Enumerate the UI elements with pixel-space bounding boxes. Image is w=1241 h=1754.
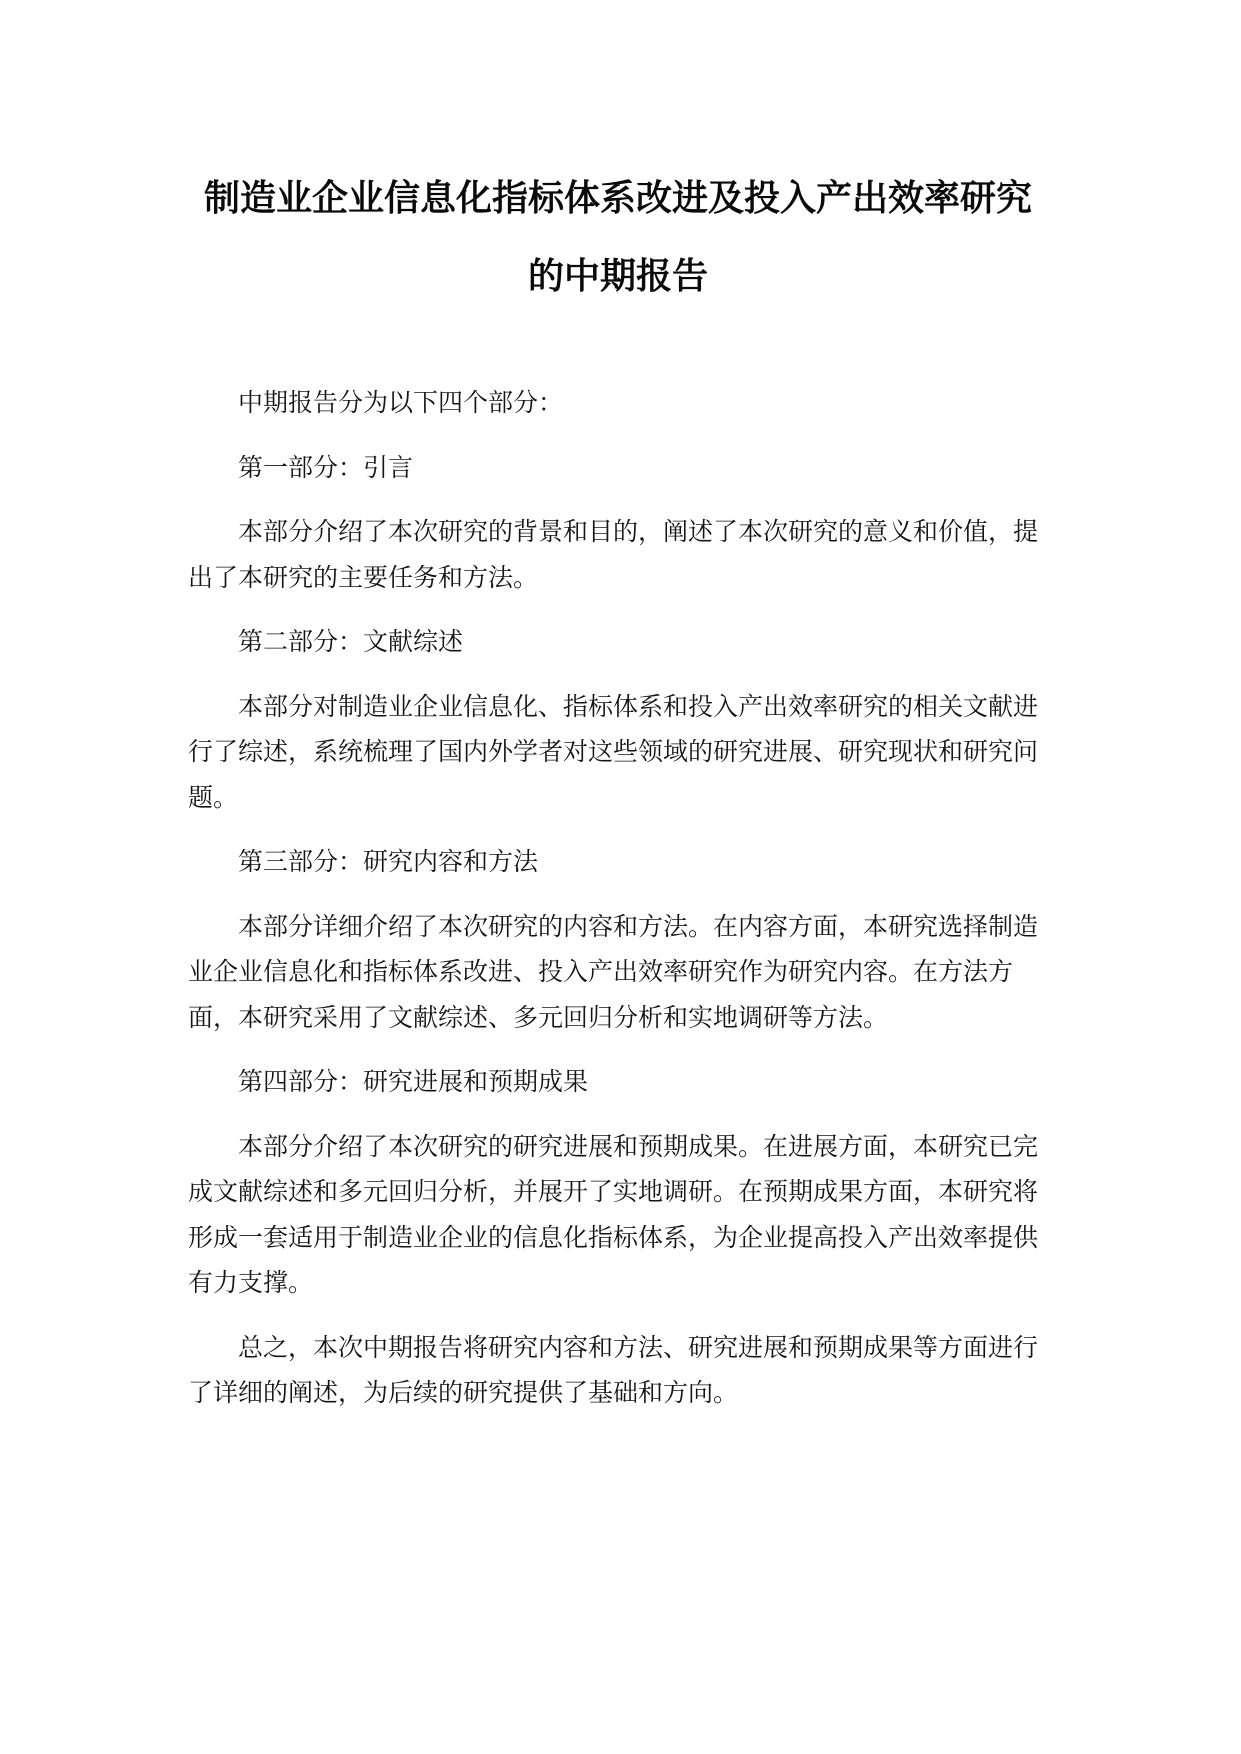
section-heading-4: 第四部分：研究进展和预期成果 [238,1067,589,1096]
paragraph-section-1: 本部分介绍了本次研究的背景和目的，阐述了本次研究的意义和价值，提出了本研究的主要任务和方法。 [188,517,1039,592]
section-heading-2: 第二部分：文献综述 [238,627,464,656]
document-body [188,380,1048,1435]
section-heading-1: 第一部分：引言 [238,452,414,482]
paragraph-section-4: 本部分介绍了本次研究的研究进展和预期成果。在进展方面，本研究已完成文献综述和多元回归分析，并展开了实地调研。在预期成果方面，本研究将形成一套适用于制造业企业的信息化指标体系，为企业提高投入产出效率提供有力支撑。 [188,1131,1039,1297]
paragraph-section-3: 本部分详细介绍了本次研究的内容和方法。在内容方面，本研究选择制造业企业信息化和指标体系改进、投入产出效率研究作为研究内容。在方法方面，本研究采用了文献综述、多元回归分析和实地调研等方法。 [188,911,1039,1032]
paragraph-intro: 中期报告分为以下四个部分： [238,388,564,417]
document-title: 制造业企业信息化指标体系改进及投入产出效率研究的中期报告 [203,178,1032,297]
paragraph-section-2: 本部分对制造业企业信息化、指标体系和投入产出效率研究的相关文献进行了综述，系统梳理了国内外学者对这些领域的研究进展、研究现状和研究问题。 [188,691,1039,812]
section-heading-3: 第三部分：研究内容和方法 [238,847,539,876]
paragraph-conclusion: 总之，本次中期报告将研究内容和方法、研究进展和预期成果等方面进行了详细的阐述，为后续的研究提供了基础和方向。 [188,1332,1039,1407]
